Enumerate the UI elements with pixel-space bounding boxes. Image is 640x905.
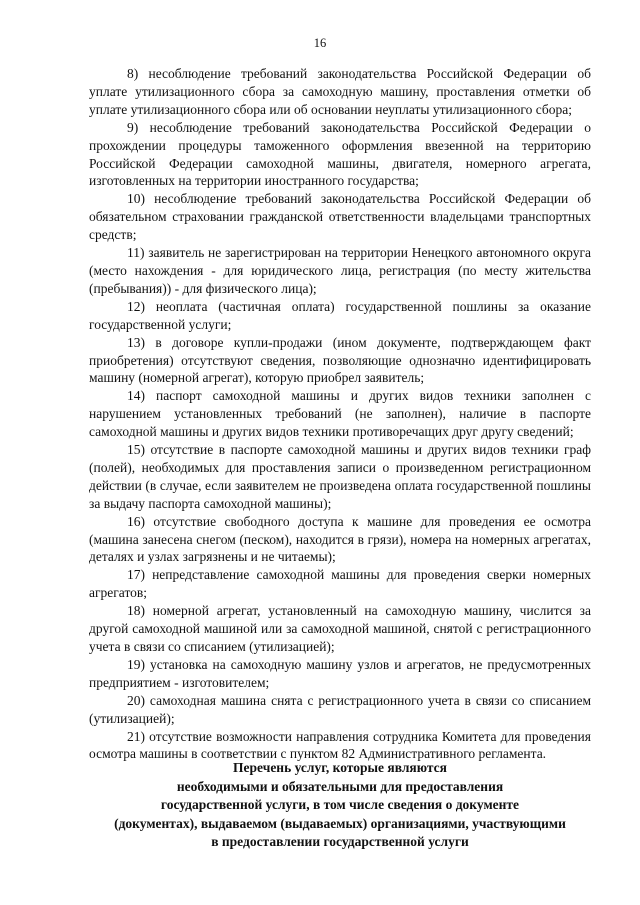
list-item-16: 16) отсутствие свободного доступа к машине для проведения ее осмотра (машина занесена снегом (песком), находится в грязи), номера на номерных агрегатах, деталях и узлах загрязнены и не читаемы); bbox=[89, 513, 591, 565]
section-heading-line: Перечень услуг, которые являются bbox=[233, 760, 447, 775]
section-heading-line: необходимыми и обязательными для предоставления bbox=[176, 778, 504, 794]
list-item-11: 11) заявитель не зарегистрирован на территории Ненецкого автономного округа (место нахождения - для юридического лица, регистрация (по месту жительства (пребывания)) - для физического лица); bbox=[89, 245, 591, 296]
list-item-21: 21) отсутствие возможности направления сотрудника Комитета для проведения осмотра машины в соответствии с пунктом 82 Административного регламента. bbox=[89, 728, 591, 762]
list-item-9: 9) несоблюдение требований законодательства Российской Федерации о прохождении процедуры таможенного оформления ввезенной на территорию Российской Федерации самоходной машины, двигателя, номерного агрегата, изготовленных на территории иностранного государства; bbox=[89, 119, 591, 189]
list-item-15: 15) отсутствие в паспорте самоходной машины и других видов техники граф (полей), необходимых для проставления записи о произведенном регистрационном действии (в случае, если заявителем не произведена оплата государственной пошлины за выдачу паспорта самоходной машины); bbox=[89, 442, 591, 511]
list-item-17: 17) непредставление самоходной машины для проведения сверки номерных агрегатов; bbox=[89, 567, 591, 601]
list-item-20: 20) самоходная машина снята с регистрационного учета в связи со списанием (утилизацией); bbox=[89, 692, 591, 726]
list-item-8: 8) несоблюдение требований законодательства Российской Федерации об уплате утилизационного сбора за самоходную машину, проставления отметки об уплате утилизационного сбора или об основании неуплаты утилизационного сбора; bbox=[89, 66, 591, 117]
document-body bbox=[89, 65, 591, 763]
list-item-12: 12) неоплата (частичная оплата) государственной пошлины за оказание государственной услуги; bbox=[89, 298, 591, 332]
section-heading-line: государственной услуги, в том числе сведения о документе bbox=[160, 797, 520, 813]
list-item-14: 14) паспорт самоходной машины и других видов техники заполнен с нарушением установленных требований (не заполнен), наличие в паспорте самоходной машины и других видов техники противоречащих друг другу сведений; bbox=[89, 388, 591, 440]
list-item-10: 10) несоблюдение требований законодательства Российской Федерации об обязательном страховании гражданской ответственности владельцами транспортных средств; bbox=[89, 191, 591, 243]
list-item-19: 19) установка на самоходную машину узлов и агрегатов, не предусмотренных предприятием - изготовителем; bbox=[89, 656, 591, 690]
list-item-13: 13) в договоре купли-продажи (ином документе, подтверждающем факт приобретения) отсутствуют сведения, позволяющие однозначно идентифицировать машину (номерной агрегат), которую приобрел заявитель; bbox=[89, 334, 591, 386]
list-item-18: 18) номерной агрегат, установленный на самоходную машину, числится за другой самоходной машиной или за самоходной машиной, снятой с регистрационного учета в связи со списанием (утилизацией); bbox=[89, 603, 591, 654]
section-heading bbox=[89, 759, 591, 852]
section-heading-line: (документах), выдаваемом (выдаваемых) организациями, участвующими bbox=[114, 815, 566, 831]
page-number: 16 bbox=[313, 36, 327, 50]
section-heading-line: в предоставлении государственной услуги bbox=[211, 834, 469, 850]
